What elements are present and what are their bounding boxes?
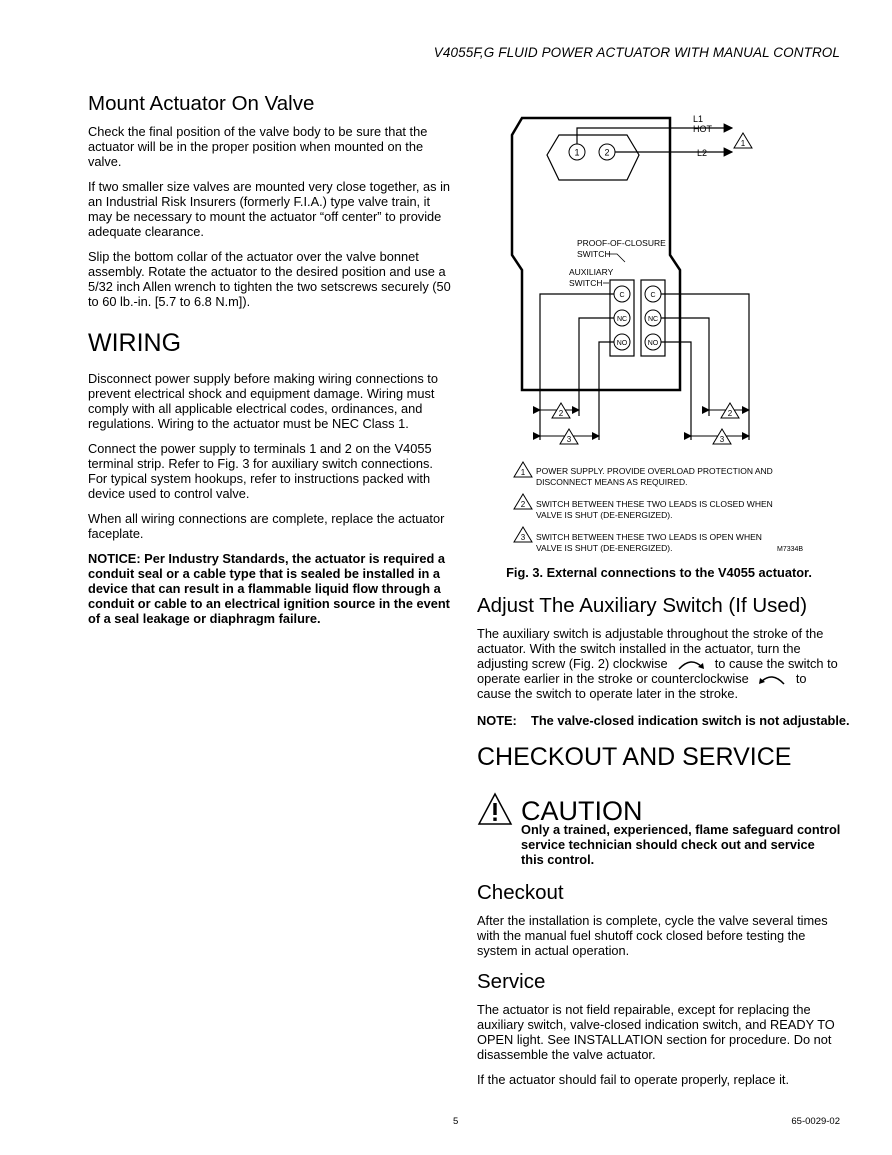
poc-nc-label: NC xyxy=(647,316,659,323)
left-mark-3-label: 3 xyxy=(566,435,572,444)
left-column xyxy=(88,92,452,636)
note-1-line-1: POWER SUPPLY. PROVIDE OVERLOAD PROTECTION AND xyxy=(536,466,773,476)
note-3-line-2: VALVE IS SHUT (DE-ENERGIZED). xyxy=(536,543,673,553)
aux-c-label: C xyxy=(619,292,625,299)
caution-title: CAUTION xyxy=(521,796,643,826)
service-paragraph-2: If the actuator should fail to operate properly, replace it. xyxy=(477,1071,790,1087)
l1-label: L1 xyxy=(693,114,704,124)
right-mark-3-label: 3 xyxy=(719,435,725,444)
checkout-paragraph: After the installation is complete, cycle the valve several times with the manual fuel shutoff cock closed before testing the system in actual operation. xyxy=(477,912,828,958)
adjust-note: NOTE: The valve-closed indication switch is not adjustable. xyxy=(477,712,850,728)
terminal-2-label: 2 xyxy=(604,147,610,158)
note-1-line-2: DISCONNECT MEANS AS REQUIRED. xyxy=(536,477,688,487)
poc-nc-wire xyxy=(661,318,709,416)
wiring-paragraph-2: Connect the power supply to terminals 1 and 2 on the V4055 terminal strip. Refer to Fig. 3 for auxiliary switch connections. For typical system hookups, refer to instructions packed with device used to control valve. xyxy=(88,441,433,502)
warning-triangle-icon xyxy=(477,792,513,826)
service-paragraph-1: The actuator is not field repairable, except for replacing the auxiliary switch, valve-closed indication switch, and READY TO OPEN light. See INSTALLATION section for procedure. Do not disassemble the valve actuator. xyxy=(477,1001,835,1062)
wiring-notice: NOTICE: Per Industry Standards, the actuator is required a conduit seal or a cable type that is sealed be installed in a device that can result in a flammable liquid flow through a conduit or cable to an electrical ignition source in the event of a seal leakage or diaphragm failure. xyxy=(88,551,450,627)
caution-text: Only a trained, experienced, flame safeguard control service technician should check out and service this control. xyxy=(521,822,841,867)
hot-label: HOT xyxy=(693,124,712,134)
adjust-section xyxy=(477,594,850,738)
left-mark-2-label: 2 xyxy=(558,409,564,418)
checkout-heading: Checkout xyxy=(477,881,564,904)
adjust-paragraph xyxy=(477,626,841,701)
poc-no-label: NO xyxy=(647,340,659,347)
figure-caption: Fig. 3. External connections to the V4055 actuator. xyxy=(506,565,812,580)
checkout-service-heading-wrap xyxy=(477,743,841,786)
aux-label-2: SWITCH xyxy=(569,278,603,288)
document-number: 65-0029-02 xyxy=(791,1116,840,1127)
counterclockwise-arrow-icon xyxy=(756,673,788,685)
wiring-paragraph-1: Disconnect power supply before making wiring connections to prevent electrical shock and equipment damage. Wiring must comply with all applicable electrical codes, ordinances, and regulations. Wiring to the actuator must be NEC Class 1. xyxy=(88,371,438,432)
warning-mark-1-label: 1 xyxy=(740,139,746,148)
wiring-paragraph-3: When all wiring connections are complete, replace the actuator faceplate. xyxy=(88,511,445,542)
wiring-diagram xyxy=(477,110,857,560)
adjust-heading: Adjust The Auxiliary Switch (If Used) xyxy=(477,594,808,617)
aux-label-1: AUXILIARY xyxy=(569,267,614,277)
page-header: V4055F,G FLUID POWER ACTUATOR WITH MANUAL CONTROL xyxy=(433,45,840,60)
mount-paragraph-1: Check the final position of the valve body to be sure that the actuator will be in the proper position when mounted on the valve. xyxy=(88,123,428,169)
wiring-heading: WIRING xyxy=(88,328,182,357)
note-1-mark-label: 1 xyxy=(520,468,526,477)
page-number: 5 xyxy=(453,1116,459,1127)
note-3-mark-label: 3 xyxy=(520,533,526,542)
adjust-text-a: The auxiliary switch is adjustable throughout the stroke of the actuator. With the switch installed in the actuator, turn the adjusting screw (Fig. 2) clockwise xyxy=(477,625,824,671)
checkout-section xyxy=(477,881,841,968)
adjust-text-b: to cause the switch to operate earlier in the stroke or counterclockwise xyxy=(477,655,838,686)
poc-label-1: PROOF-OF-CLOSURE xyxy=(577,238,666,248)
aux-no-label: NO xyxy=(616,340,628,347)
checkout-service-heading: CHECKOUT AND SERVICE xyxy=(477,743,792,771)
adjust-text-c: to cause the switch to operate later in the stroke. xyxy=(477,670,807,701)
mount-heading: Mount Actuator On Valve xyxy=(88,92,315,115)
poc-label-2: SWITCH xyxy=(577,249,611,259)
wiring-diagram-svg xyxy=(477,110,857,560)
figure-code: M7334B xyxy=(777,546,804,553)
mount-paragraph-3: Slip the bottom collar of the actuator over the valve bonnet assembly. Rotate the actuator to the desired position and use a 5/32 inch Allen wrench to tighten the two setscrews securely (50 to 60 lb.-in. [5.7 to 6.8 N.m]). xyxy=(88,248,451,309)
note-2-mark-label: 2 xyxy=(520,500,526,509)
clockwise-arrow-icon xyxy=(675,658,707,670)
note-3-line-1: SWITCH BETWEEN THESE TWO LEADS IS OPEN WHEN xyxy=(536,532,762,542)
aux-c-wire xyxy=(540,294,614,440)
poc-c-label: C xyxy=(650,292,656,299)
service-heading: Service xyxy=(477,970,546,993)
terminal-strip xyxy=(547,135,639,180)
service-section xyxy=(477,970,841,1097)
note-2-line-1: SWITCH BETWEEN THESE TWO LEADS IS CLOSED WHEN xyxy=(536,499,773,509)
terminal-1-label: 1 xyxy=(574,147,580,158)
note-2-line-2: VALVE IS SHUT (DE-ENERGIZED). xyxy=(536,510,673,520)
mount-paragraph-2: If two smaller size valves are mounted very close together, as in an Industrial Risk Insurers (formerly F.I.A.) type valve train, it may be necessary to mount the actuator “off center” to provide adequate clearance. xyxy=(88,178,451,239)
aux-nc-label: NC xyxy=(616,316,628,323)
l2-label: L2 xyxy=(697,148,708,158)
right-mark-2-label: 2 xyxy=(727,409,733,418)
aux-nc-wire xyxy=(579,318,614,416)
